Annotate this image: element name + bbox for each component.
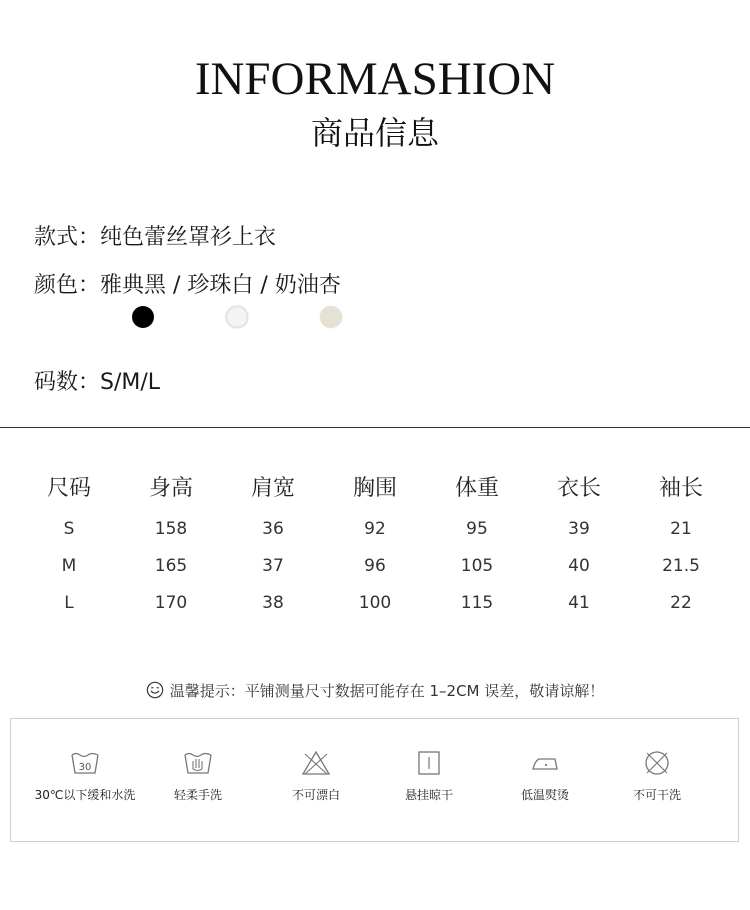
table-cell: 40 <box>568 556 590 576</box>
color-value: 雅典黑 / 珍珠白 / 奶油杏 <box>100 273 341 298</box>
table-cell: 115 <box>460 593 494 613</box>
svg-text:30: 30 <box>78 762 92 773</box>
smile-icon <box>146 681 164 699</box>
color-label: 颜色： <box>34 273 101 298</box>
care-item <box>369 749 489 803</box>
table-row <box>18 588 732 625</box>
swatch-apricot <box>320 306 342 328</box>
table-cell: 100 <box>358 593 392 613</box>
wash-30-icon <box>69 749 101 777</box>
swatch-black <box>132 306 154 328</box>
table-cell: 92 <box>364 519 386 539</box>
header-cell: 胸围 <box>352 476 397 501</box>
table-cell: M <box>61 556 77 576</box>
table-cell: 39 <box>568 519 590 539</box>
size-table <box>18 474 732 625</box>
style-info <box>34 220 276 251</box>
table-cell: 158 <box>154 519 188 539</box>
header-cell: 衣长 <box>556 476 601 501</box>
style-value: 纯色蕾丝罩衫上衣 <box>100 225 277 250</box>
header-cell: 肩宽 <box>250 476 295 501</box>
care-label: 30℃以下缓和水洗 <box>34 788 136 802</box>
table-cell: 170 <box>154 593 188 613</box>
care-label: 不可漂白 <box>291 788 340 802</box>
table-cell: L <box>64 593 74 613</box>
low-iron-icon <box>529 749 561 777</box>
page-title-cn: 商品信息 <box>310 114 439 152</box>
no-bleach-icon <box>300 749 332 777</box>
size-value: S/M/L <box>100 370 161 395</box>
care-item <box>256 749 376 803</box>
header-cell: 身高 <box>148 476 193 501</box>
page-title-en: INFORMASHION <box>194 53 556 105</box>
swatch-white <box>226 306 248 328</box>
measurement-tip <box>0 680 750 701</box>
table-cell: S <box>63 519 75 539</box>
table-cell: 96 <box>364 556 386 576</box>
table-cell: 41 <box>568 593 590 613</box>
table-cell: 37 <box>262 556 284 576</box>
care-item <box>25 749 145 803</box>
care-label: 悬挂晾干 <box>404 788 453 802</box>
size-label: 码数： <box>34 370 101 395</box>
tip-text: 温馨提示：平铺测量尺寸数据可能存在 1–2CM 误差，敬请谅解！ <box>169 682 605 700</box>
table-cell: 38 <box>262 593 284 613</box>
table-cell: 21 <box>670 519 692 539</box>
header-cell: 袖长 <box>658 476 703 501</box>
table-cell: 165 <box>154 556 188 576</box>
table-cell: 22 <box>670 593 692 613</box>
table-row <box>18 514 732 551</box>
hand-wash-icon <box>182 749 214 777</box>
header-cell: 尺码 <box>46 476 91 501</box>
hang-dry-icon <box>413 749 445 777</box>
table-header-row <box>18 474 732 514</box>
care-label: 不可干洗 <box>632 788 681 802</box>
care-item <box>597 749 717 803</box>
care-item <box>485 749 605 803</box>
table-cell: 105 <box>460 556 494 576</box>
table-cell: 21.5 <box>662 556 700 576</box>
table-row <box>18 551 732 588</box>
header-cell: 体重 <box>454 476 499 501</box>
care-item <box>138 749 258 803</box>
table-cell: 95 <box>466 519 488 539</box>
color-info <box>34 268 341 299</box>
size-info <box>34 365 160 396</box>
divider <box>0 427 750 428</box>
no-tumble-dry-icon <box>641 749 673 777</box>
care-label: 轻柔手洗 <box>173 788 222 802</box>
table-cell: 36 <box>262 519 284 539</box>
care-instructions <box>10 718 739 842</box>
style-label: 款式： <box>34 225 101 250</box>
care-label: 低温熨烫 <box>520 788 569 802</box>
